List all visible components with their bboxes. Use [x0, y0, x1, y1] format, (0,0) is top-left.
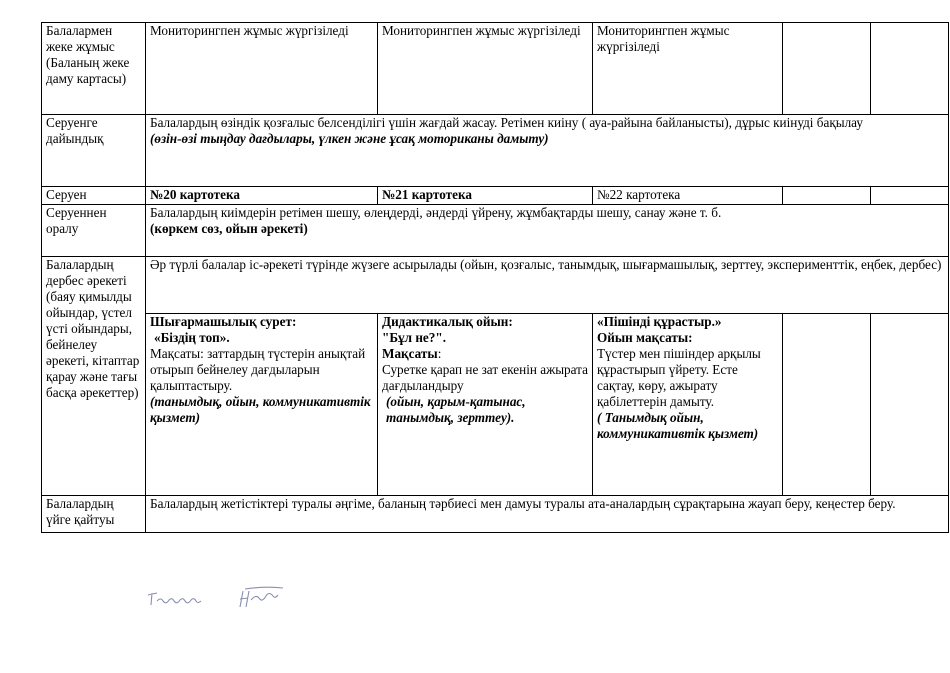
activity-subtitle: "Бұл не?".: [382, 330, 446, 345]
empty-cell: [871, 314, 949, 496]
card-file-cell: №21 картотека: [378, 187, 593, 205]
row-content: Балалардың жетістіктері туралы әңгіме, баланың тәрбиесі мен дамуы туралы ата-аналардың сұрақтарына жауап беру, кеңестер беру.: [146, 496, 949, 533]
row-individual-work: [42, 23, 949, 115]
row-return-from-walk: [42, 205, 949, 257]
activity-text: Суретке қарап не зат екенін ажырата дағдыландыру: [382, 362, 588, 393]
row-label: Балалармен жеке жұмыс (Баланың жеке даму картасы): [42, 23, 146, 115]
empty-cell: [783, 187, 871, 205]
return-note: (көркем сөз, ойын әрекеті): [150, 221, 308, 236]
activity-title: «Пішінді құрастыр.»: [597, 314, 722, 329]
activity-cell: [378, 314, 593, 496]
row-label: Серуеннен оралу: [42, 205, 146, 257]
daily-plan-table: [41, 22, 949, 533]
row-walk-preparation: [42, 115, 949, 187]
monitoring-cell: Мониторингпен жұмыс жүргізіледі: [146, 23, 378, 115]
row-independent-activity: [42, 257, 949, 314]
activity-text: Түстер мен пішіндер арқылы құрастырып үйрету. Есте сақтау, көру, ажырату қабілеттерін дамыту.: [597, 346, 761, 409]
return-text: Балалардың киімдерін ретімен шешу, өлеңдерді, әндерді үйрену, жұмбақтарды шешу, санау және т. б.: [150, 205, 722, 220]
empty-cell: [783, 23, 871, 115]
activity-cell: [146, 314, 378, 496]
activity-title: Шығармашылық сурет:: [150, 314, 297, 329]
activity-goal-label: Ойын мақсаты:: [597, 330, 693, 345]
card-file-cell: №20 картотека: [146, 187, 378, 205]
row-label: Серуен: [42, 187, 146, 205]
empty-cell: [871, 187, 949, 205]
walk-prep-text: Балалардың өзіндік қозғалыс белсенділігі үшін жағдай жасау. Ретімен киіну ( ауа-райына байланысты), дұрыс киінуді бақылау: [150, 115, 863, 130]
empty-cell: [871, 23, 949, 115]
row-content: [146, 115, 949, 187]
row-label: Серуенге дайындық: [42, 115, 146, 187]
activity-cell: [593, 314, 783, 496]
row-label: Балалардың дербес әрекеті (баяу қимылды ойындар, үстел үсті ойындары, бейнелеу әрекеті, кітаптар қарау және тағы басқа әрекеттер): [42, 257, 146, 496]
independent-intro: Әр түрлі балалар іс-әрекеті түрінде жүзеге асырылады (ойын, қозғалыс, танымдық, шығармашылық, зерттеу, эксперименттік, еңбек, дербес): [146, 257, 949, 314]
monitoring-cell: Мониторингпен жұмыс жүргізіледі: [593, 23, 783, 115]
goal-label: Мақсаты: [382, 346, 438, 361]
row-label: Балалардың үйге қайтуы: [42, 496, 146, 533]
activity-text: Мақсаты: заттардың түстерін анықтай отырып бейнелеу дағдыларын қалыптастыру.: [150, 346, 366, 393]
row-content: [146, 205, 949, 257]
activity-note: (ойын, қарым-қатынас, танымдық, зерттеу).: [386, 394, 526, 425]
activity-title: Дидактикалық ойын:: [382, 314, 513, 329]
row-going-home: [42, 496, 949, 533]
activity-subtitle: «Біздің топ».: [154, 330, 230, 345]
activity-note: (танымдық, ойын, коммуникативтік қызмет): [150, 394, 371, 425]
empty-cell: [783, 314, 871, 496]
row-walk: [42, 187, 949, 205]
monitoring-cell: Мониторингпен жұмыс жүргізіледі: [378, 23, 593, 115]
handwritten-signature: [145, 585, 290, 613]
row-independent-activities: [42, 314, 949, 496]
activity-goal: [382, 346, 588, 362]
activity-note: ( Танымдық ойын, коммуникативтік қызмет): [597, 410, 759, 441]
walk-prep-note: (өзін-өзі тыңдау дағдылары, үлкен және ұсақ моториканы дамыту): [150, 131, 549, 146]
goal-colon: :: [437, 346, 442, 361]
card-file-cell: №22 картотека: [593, 187, 783, 205]
